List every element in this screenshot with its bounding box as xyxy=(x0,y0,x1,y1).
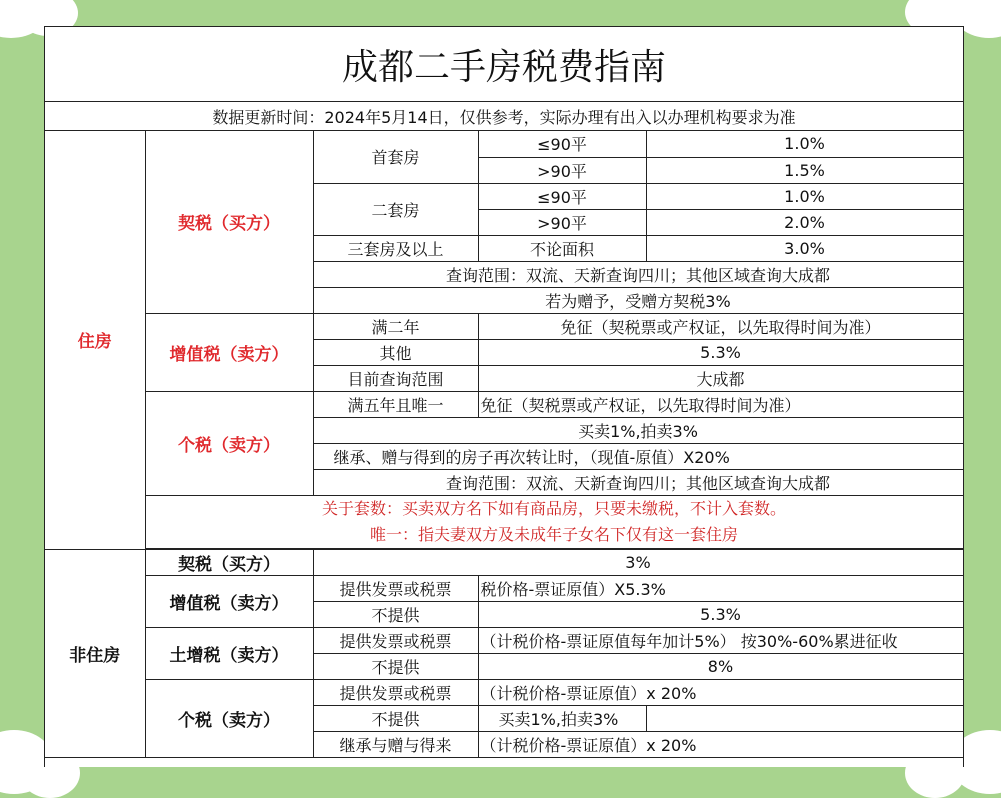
tax-table xyxy=(45,131,964,758)
category-residential: 住房 xyxy=(45,131,145,549)
update-note: 数据更新时间：2024年5月14日，仅供参考，实际办理有出入以办理机构要求为准 xyxy=(45,102,963,131)
first-home-le90-rate: 1.0% xyxy=(646,131,963,157)
table-row xyxy=(45,391,963,417)
nr-land-vat-invoice-label: 提供发票或税票 xyxy=(313,627,478,653)
vat-scope-value: 大成都 xyxy=(478,365,963,391)
nr-land-vat-invoice-value: （计税价格-票证原值每年加计5%） 按30%-60%累进征收 xyxy=(478,627,963,653)
nr-income-tax-invoice-value: （计税价格-票证原值）x 20% xyxy=(478,679,963,705)
vat-two-years-value: 免征（契税票或产权证，以先取得时间为准） xyxy=(478,313,963,339)
nr-income-tax-inherit-value: （计税价格-票证原值）x 20% xyxy=(478,731,963,757)
third-home-rate: 3.0% xyxy=(646,235,963,261)
table-row xyxy=(45,131,963,157)
note-unique: 唯一：指夫妻双方及未成年子女名下仅有这一套住房 xyxy=(369,524,738,544)
area-gt90-label: >90平 xyxy=(478,209,646,235)
category-nonresidential: 非住房 xyxy=(45,549,145,757)
five-years-unique-label: 满五年且唯一 xyxy=(313,391,478,417)
nr-income-tax-none-label: 不提供 xyxy=(313,705,478,731)
table-row xyxy=(45,679,963,705)
deed-tax-gift-note: 若为赠予，受赠方契税3% xyxy=(313,287,963,313)
five-years-unique-value: 免征（契税票或产权证，以先取得时间为准） xyxy=(478,391,963,417)
nr-vat-none-value: 5.3% xyxy=(478,601,963,627)
tax-guide-sheet xyxy=(44,26,964,767)
empty-cell xyxy=(646,705,963,731)
vat-two-years-label: 满二年 xyxy=(313,313,478,339)
nr-vat-label: 增值税（卖方） xyxy=(145,575,313,627)
area-le90-label: ≤90平 xyxy=(478,183,646,209)
second-home-gt90-rate: 2.0% xyxy=(646,209,963,235)
second-home-label: 二套房 xyxy=(313,183,478,235)
nr-land-vat-none-label: 不提供 xyxy=(313,653,478,679)
vat-scope-label: 目前查询范围 xyxy=(313,365,478,391)
vat-other-label: 其他 xyxy=(313,339,478,365)
income-tax-label: 个税（卖方） xyxy=(145,391,313,495)
nr-vat-invoice-value: 税价格-票证原值）X5.3% xyxy=(478,575,963,601)
nr-income-tax-none-value: 买卖1%,拍卖3% xyxy=(478,705,646,731)
area-le90-label: ≤90平 xyxy=(478,131,646,157)
deed-tax-query-scope: 查询范围：双流、天新查询四川；其他区域查询大成都 xyxy=(313,261,963,287)
table-row xyxy=(45,313,963,339)
table-row xyxy=(45,575,963,601)
nr-land-vat-label: 土增税（卖方） xyxy=(145,627,313,679)
table-row xyxy=(45,549,963,575)
nr-income-tax-label: 个税（卖方） xyxy=(145,679,313,757)
page-title: 成都二手房税费指南 xyxy=(45,27,963,102)
nr-income-tax-inherit-label: 继承与赠与得来 xyxy=(313,731,478,757)
first-home-gt90-rate: 1.5% xyxy=(646,157,963,183)
table-row xyxy=(45,627,963,653)
vat-label: 增值税（卖方） xyxy=(145,313,313,391)
income-tax-query-scope: 查询范围：双流、天新查询四川；其他区域查询大成都 xyxy=(313,469,963,495)
note-count: 关于套数：买卖双方名下如有商品房，只要未缴税，不计入套数。 xyxy=(321,498,786,518)
nr-land-vat-none-value: 8% xyxy=(478,653,963,679)
any-area-label: 不论面积 xyxy=(478,235,646,261)
nr-income-tax-invoice-label: 提供发票或税票 xyxy=(313,679,478,705)
deed-tax-label: 契税（买方） xyxy=(145,131,313,313)
inherit-transfer-note: 继承、赠与得到的房子再次转让时，（现值-原值）X20% xyxy=(313,443,963,469)
nr-deed-tax-value: 3% xyxy=(313,549,963,575)
trade-auction-rate: 买卖1%,拍卖3% xyxy=(313,417,963,443)
first-home-label: 首套房 xyxy=(313,131,478,183)
residential-notes xyxy=(145,495,963,548)
third-home-label: 三套房及以上 xyxy=(313,235,478,261)
area-gt90-label: >90平 xyxy=(478,157,646,183)
nr-vat-none-label: 不提供 xyxy=(313,601,478,627)
vat-other-value: 5.3% xyxy=(478,339,963,365)
nr-vat-invoice-label: 提供发票或税票 xyxy=(313,575,478,601)
nr-deed-tax-label: 契税（买方） xyxy=(145,549,313,575)
second-home-le90-rate: 1.0% xyxy=(646,183,963,209)
table-row xyxy=(45,495,963,548)
